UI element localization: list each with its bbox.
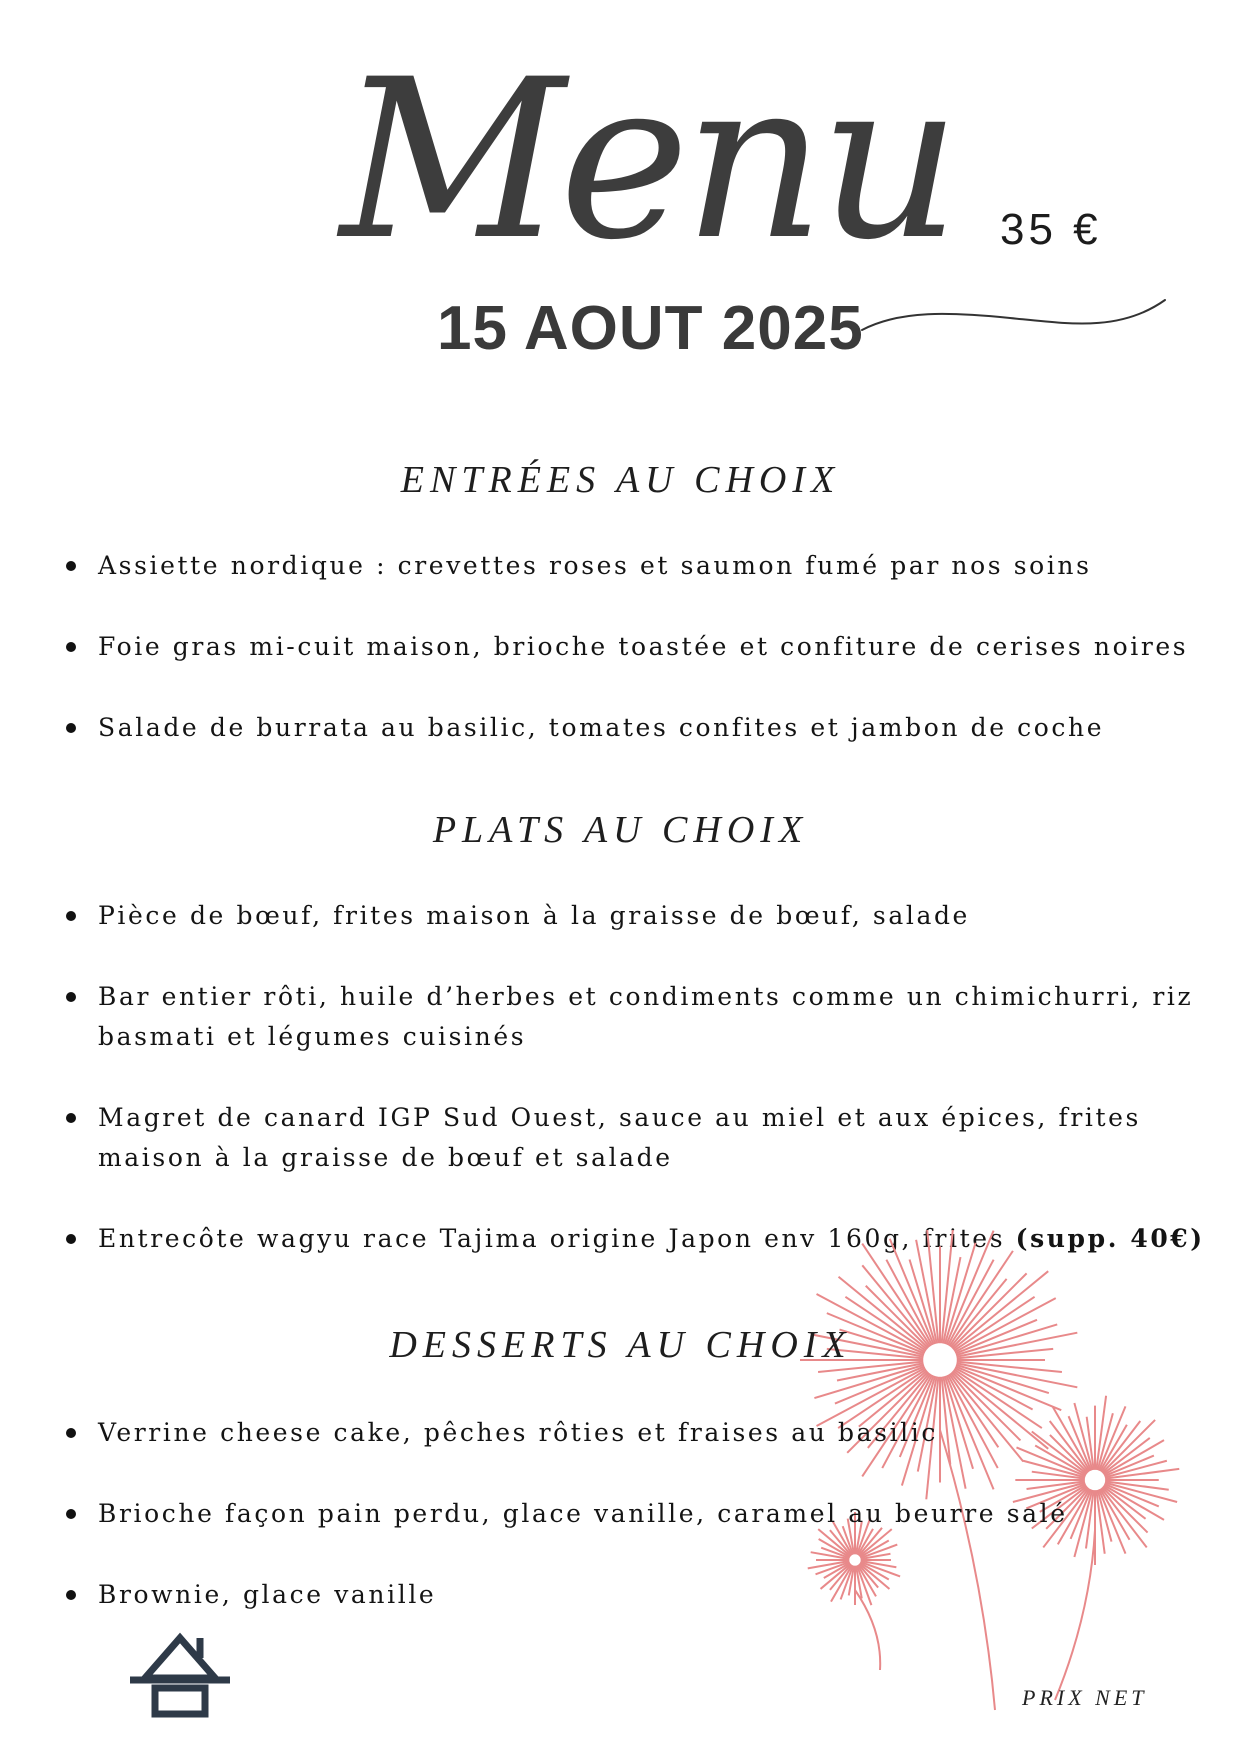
list-item: Assiette nordique : crevettes roses et saumon fumé par nos soins bbox=[0, 546, 1208, 586]
section-title-entrees: ENTRÉES AU CHOIX bbox=[400, 459, 841, 501]
plats-list bbox=[0, 896, 1208, 1259]
list-item: Foie gras mi-cuit maison, brioche toastée et confiture de cerises noires bbox=[0, 627, 1208, 667]
section-title-desserts: DESSERTS AU CHOIX bbox=[389, 1324, 852, 1366]
prix-net-note: PRIX NET bbox=[1022, 1685, 1148, 1710]
list-item: Magret de canard IGP Sud Ouest, sauce au miel et aux épices, frites maison à la graisse de bœuf et salade bbox=[0, 1098, 1208, 1178]
list-item: Brownie, glace vanille bbox=[0, 1575, 1208, 1615]
list-item: Verrine cheese cake, pêches rôties et fraises au basilic bbox=[0, 1413, 1208, 1453]
list-item-text: Entrecôte wagyu race Tajima origine Japon env 160g, frites bbox=[98, 1224, 1016, 1253]
list-item: Brioche façon pain perdu, glace vanille, caramel au beurre salé bbox=[0, 1494, 1208, 1534]
menu-price: 35 € bbox=[1000, 205, 1102, 254]
list-item: Bar entier rôti, huile d’herbes et condiments comme un chimichurri, riz basmati et légumes cuisinés bbox=[0, 977, 1208, 1057]
list-item: Pièce de bœuf, frites maison à la graisse de bœuf, salade bbox=[0, 896, 1208, 936]
swash-decoration-icon bbox=[860, 290, 1180, 350]
desserts-list bbox=[0, 1413, 1208, 1615]
entrees-list bbox=[0, 546, 1208, 748]
menu-date: 15 AOUT 2025 bbox=[437, 294, 864, 363]
list-item: Salade de burrata au basilic, tomates confites et jambon de coche bbox=[0, 708, 1208, 748]
section-title-plats: PLATS AU CHOIX bbox=[432, 809, 809, 851]
supplement-note: (supp. 40€) bbox=[1015, 1224, 1205, 1253]
menu-title: Menu bbox=[340, 32, 955, 288]
house-logo-icon bbox=[125, 1630, 235, 1720]
